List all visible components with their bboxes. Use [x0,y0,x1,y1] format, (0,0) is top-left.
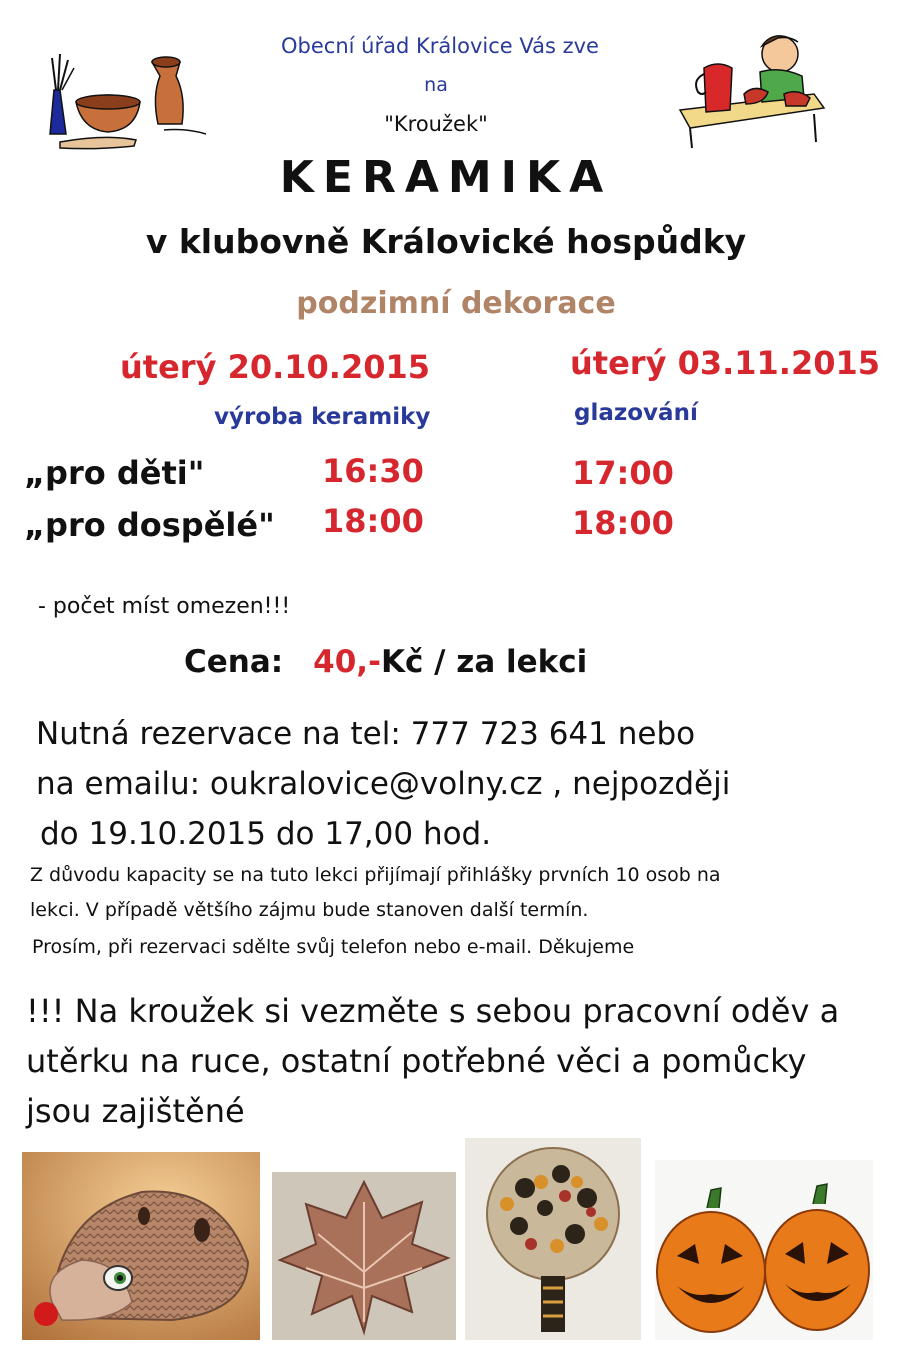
bring-note-line-2: utěrku na ruce, ostatní potřebné věci a pomůcky [26,1042,807,1080]
event-theme: podzimní dekorace [296,286,616,321]
event-venue: v klubovně Královické hospůdky [145,222,747,261]
event-title: KERAMIKA [279,152,613,203]
ceramic-hedgehog-photo [22,1152,260,1340]
price-unit: Kč / za lekci [380,644,588,680]
bring-note-line-1: !!! Na kroužek si vezměte s sebou pracovní oděv a [26,992,840,1030]
price-value: 40,- [313,644,381,680]
reservation-line-1: Nutná rezervace na tel: 777 723 641 nebo [36,716,696,752]
invitation-na: na [424,74,448,96]
session-1-date: úterý 20.10.2015 [120,348,430,386]
ceramic-autumn-tree-photo [465,1138,641,1340]
ceramic-leaf-bowl-photo [272,1172,456,1340]
ceramic-pumpkins-photo [655,1160,873,1340]
session-1-children-time: 16:30 [322,452,424,490]
contact-request-note: Prosím, při rezervaci sdělte svůj telefon nebo e-mail. Děkujeme [32,936,635,958]
group-adults: „pro dospělé" [24,506,275,544]
capacity-note-line-2: lekci. V případě většího zájmu bude stanoven další termín. [30,899,589,921]
reservation-line-2: na emailu: oukralovice@volny.cz , nejpozději [36,766,731,802]
event-kind: "Kroužek" [384,112,488,136]
limited-capacity-note: - počet míst omezen!!! [38,594,291,619]
session-1-activity: výroba keramiky [214,404,431,430]
session-2-children-time: 17:00 [572,454,674,492]
session-2-date: úterý 03.11.2015 [570,344,880,382]
reservation-line-3: do 19.10.2015 do 17,00 hod. [40,816,492,852]
price-label: Cena: [184,644,284,680]
session-2-activity: glazování [574,400,698,426]
pottery-tools-illustration [46,50,210,154]
organizer-invitation: Obecní úřad Královice Vás zve [281,34,599,58]
session-2-adults-time: 18:00 [572,504,674,542]
capacity-note-line-1: Z důvodu kapacity se na tuto lekci přijímají přihlášky prvních 10 osob na [30,864,721,886]
price-line [184,644,587,680]
session-1-adults-time: 18:00 [322,502,424,540]
bring-note-line-3: jsou zajištěné [26,1092,245,1130]
group-children: „pro děti" [24,454,205,492]
